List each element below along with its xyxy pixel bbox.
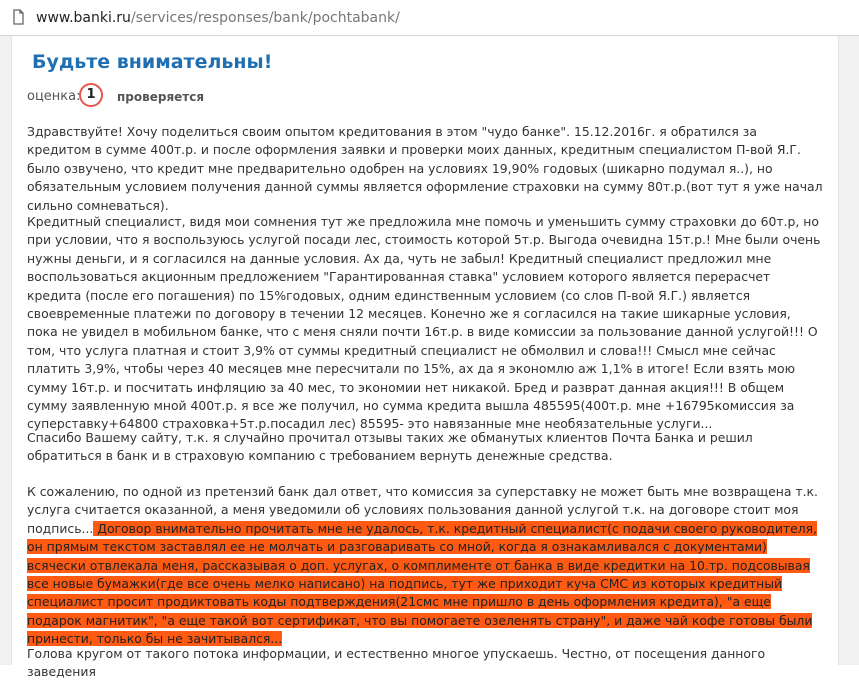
- paragraph-text: К сожалению, по одной из претензий банк дал ответ, что комиссия за суперставку не может быть мне возвращена т.к. услуга считается оказанной, а меня уведомили об условиях пользования данной услугой т.к. на договоре стоит моя подпись...: [27, 484, 818, 536]
- url-text[interactable]: [36, 9, 400, 27]
- review-paragraph: Спасибо Вашему сайту, т.к. я случайно прочитал отзывы таких же обманутых клиентов Почта Банка и решил обратиться в банк и в страховую компанию с требованием вернуть денежные средства.: [27, 430, 753, 464]
- review-paragraph-with-selection: [27, 483, 823, 649]
- url-domain: www.banki.ru: [36, 10, 131, 26]
- browser-address-bar[interactable]: [0, 0, 859, 36]
- rating-label: оценка:: [27, 89, 81, 104]
- review-paragraph: Кредитный специалист, видя мои сомнения тут же предложила мне помочь и уменьшить сумму страховки до 60т.р, но при условии, что я воспользуюсь услугой посади лес, стоимость которой 5т.р. Выгода очевидна 15т.р.! Мне были очень нужны деньги, и я согласился на данные условия. Ах да, чуть не забыл! Кредитный специалист предложил мне воспользоваться акционным предложением "Гарантированная ставка" условием которого является перерасчет кредита (после его погашения) по 15%годовых, одним единственным условием (со слов П-вой Я.Г.) является своевременные платежи по договору в течении 12 месяцев. Конечно же я согласился на такие шикарные условия, пока не увидел в мобильном банке, что с меня сняли почти 16т.р. в виде комиссии за пользование данной услугой!!! О том, что услуга платная и стоит 3,9% от суммы кредитный специалист не обмолвил и слова!!! Смысл мне сейчас платить 3,9%, чтобы через 40 месяцев мне пересчитали по 15%, ах да я экономлю аж 1,1% в итоге! Если взять мою сумму 16т.р. и посчитать инфляцию за 40 мес, то экономии нет никакой. Бред и разврат данная акция!!! В общем сумму заявленную мной 400т.р. я все же получил, но сумма кредита вышла 485595(400т.р. мне +16795комиссия за суперставку+64800 страховка+5т.р.посадил лес) 85595- это навязанные мне необязательные услуги...: [27, 214, 821, 432]
- review-title[interactable]: Будьте внимательны!: [32, 51, 273, 73]
- rating-status: проверяется: [117, 90, 205, 104]
- rating-badge: 1: [79, 83, 103, 107]
- review-paragraph: Здравствуйте! Хочу поделиться своим опытом кредитования в этом "чудо банке". 15.12.2016г. я обратился за кредитом в сумме 400т.р. и после оформления заявки и проверки моих данных, кредитным специалистом П-вой Я.Г. было озвучено, что кредит мне предварительно одобрен на условиях 19,90% годовых (шикарно подумал я..), но обязательным условием получения данной суммы является оформление страховки на сумму 80т.р.(вот тут я уже начал сильно сомневаться).: [27, 124, 823, 213]
- url-path: /services/responses/bank/pochtabank/: [130, 10, 400, 26]
- page-info-icon[interactable]: [10, 9, 26, 25]
- highlighted-selection: Договор внимательно прочитать мне не удалось, т.к. кредитный специалист(с подачи своего руководителя, он прямым текстом заставлял ее не молчать и разговаривать со мной, когда я ознакамливался с документами) всячески отвлекала меня, рассказывая о доп. услугах, о комплименте от банка в виде кредитки на 10.тр. подсовывая все новые бумажки(где все очень мелко написано) на подпись, тут же приходит куча СМС из которых кредитный специалист просит продиктовать коды подтверждения(21смс мне пришло в день оформления кредита), "а еще подарок магнитик", "а еще такой вот сертификат, что вы помогаете озеленять страну", и даже чай кофе готовы были принести, только бы не зачитывался...: [27, 520, 818, 647]
- review-paragraph: Голова кругом от такого потока информации, и естественно многое упускаешь. Честно, от посещения данного заведения: [27, 646, 766, 680]
